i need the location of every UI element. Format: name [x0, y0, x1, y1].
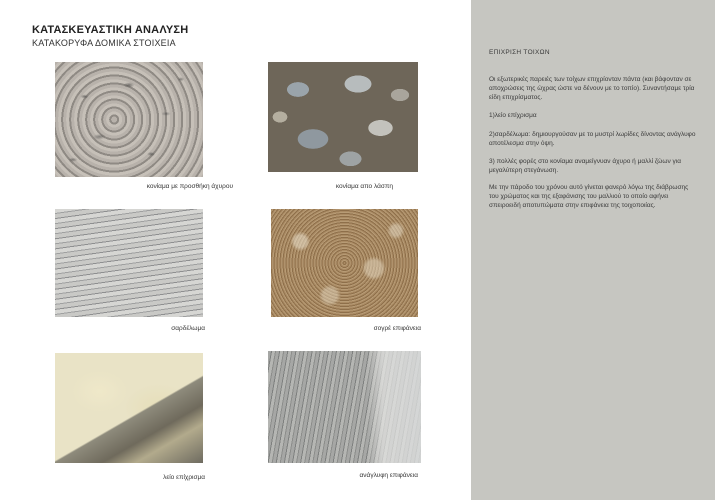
side-panel	[471, 0, 715, 500]
photo-straw-mortar	[55, 62, 203, 177]
side-paragraph-type-2: 2)σαρδέλωμα: δημιουργούσαν με το μυστρί λωρίδες δίνοντας ανάγλυφο αποτέλεσμα στην όψη.	[489, 131, 696, 147]
side-paragraph-type-3: 3) πολλές φορές στο κονίαμα αναμείγνυαν άχυρο ή μαλλί ζώων για μεγαλύτερη στεγάνωση.	[489, 158, 681, 174]
caption-sardeloma: σαρδέλωμα	[171, 325, 205, 332]
photo-sardeloma	[55, 209, 203, 317]
side-paragraph-type-1: 1)λείο επίχρισμα	[489, 112, 537, 119]
photo-mud-mortar	[268, 62, 418, 172]
photo-smooth-plaster	[55, 353, 203, 463]
caption-smooth-plaster: λείο επίχρισμα	[163, 474, 205, 481]
caption-straw-mortar: κονίαμα με προσθήκη άχυρου	[146, 183, 233, 190]
page-title: ΚΑΤΑΣΚΕΥΑΣΤΙΚΗ ΑΝΑΛΥΣΗ	[32, 24, 189, 36]
side-paragraph-conclusion: Με την πάροδο του χρόνου αυτό γίνεται φανερό λόγω της διάβρωσης του χρώματος και της εξαφάνισης του μαλλιού το οποίο αφήνει σπειροειδή αποτυπώματα στην επιφάνεια της τοιχοποιίας.	[489, 184, 689, 209]
side-heading: ΕΠΙΧΡΙΣΗ ΤΟΙΧΩΝ	[489, 49, 550, 56]
photo-sogre-surface	[271, 209, 418, 317]
caption-sogre-surface: σογρέ επιφάνεια	[373, 325, 421, 332]
caption-mud-mortar: κονίαμα απο λάσπη	[335, 183, 393, 190]
caption-relief-surface: ανάγλυφη επιφάνεια	[359, 472, 418, 479]
photo-relief-surface	[268, 351, 421, 463]
page-subtitle: ΚΑΤΑΚΟΡΥΦΑ ΔΟΜΙΚΑ ΣΤΟΙΧΕΙΑ	[32, 38, 176, 48]
side-paragraph-intro: Οι εξωτερικές παρειές των τοίχων επιχρίονταν πάντα (και βάφονταν σε αποχρώσεις της ώχρας ώστε να δένουν με το τοπίο). Συναντήσαμε τρία είδη επιχρίσματος.	[489, 76, 695, 101]
